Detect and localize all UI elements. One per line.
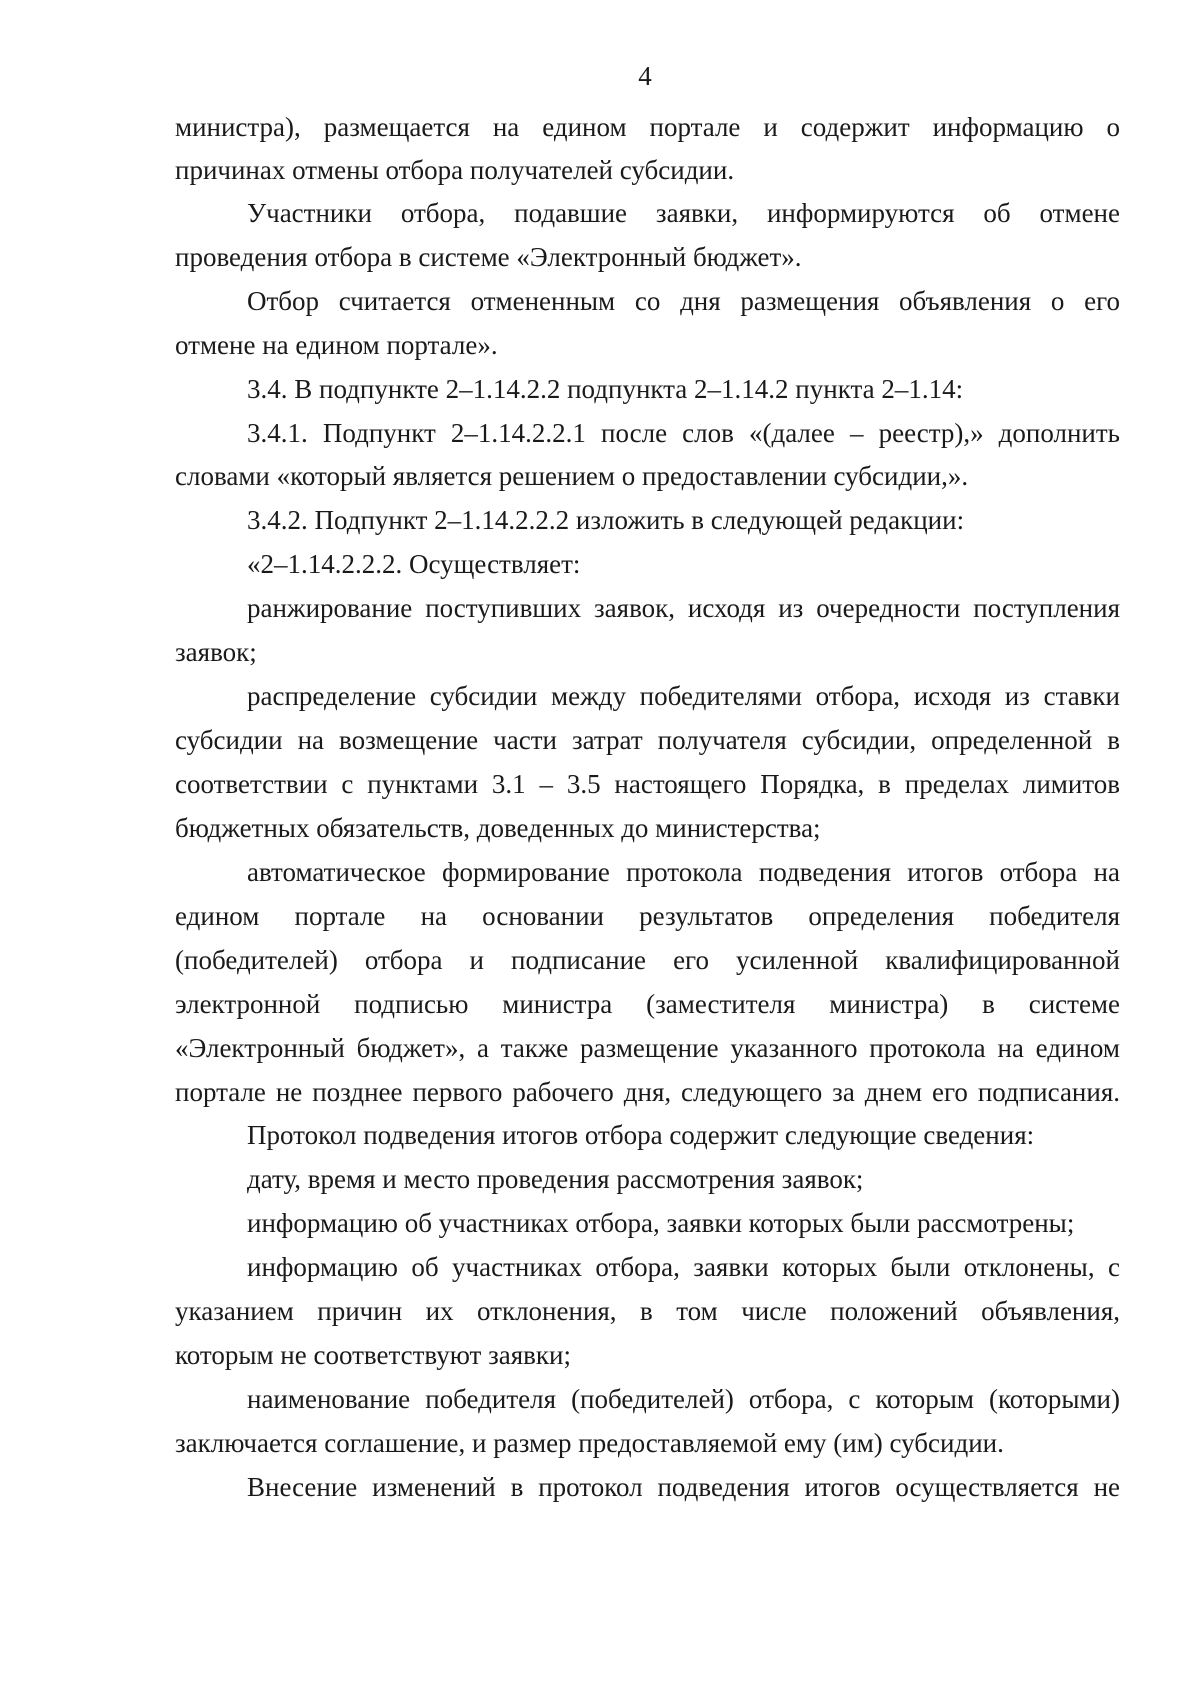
text-line: 3.4.2. Подпункт 2–1.14.2.2.2 изложить в следующей редакции: (247, 505, 965, 535)
page-number: 4 (638, 61, 652, 91)
text-line: информацию об участниках отбора, заявки которых были рассмотрены; (247, 1208, 1075, 1238)
text-line: едином портале на основании результатов определения победителя (175, 901, 1120, 931)
text-line: автоматическое формирование протокола подведения итогов отбора на (247, 857, 1120, 887)
text-line: бюджетных обязательств, доведенных до министерства; (175, 813, 821, 843)
text-line: которым не соответствуют заявки; (175, 1340, 571, 1370)
text-line: соответствии с пунктами 3.1 – 3.5 настоящего Порядка, в пределах лимитов (175, 769, 1120, 799)
text-line: ранжирование поступивших заявок, исходя из очередности поступления (247, 593, 1120, 623)
text-line: распределение субсидии между победителями отбора, исходя из ставки (247, 681, 1120, 711)
text-line: портале не позднее первого рабочего дня, следующего за днем его подписания. (175, 1077, 1120, 1107)
text-line: Протокол подведения итогов отбора содержит следующие сведения: (247, 1120, 1035, 1150)
text-line: отмене на едином портале». (175, 330, 498, 360)
text-line: дату, время и место проведения рассмотрения заявок; (247, 1164, 864, 1194)
text-line: Участники отбора, подавшие заявки, информируются об отмене (247, 198, 1120, 228)
text-line: 3.4. В подпункте 2–1.14.2.2 подпункта 2–1.14.2 пункта 2–1.14: (247, 374, 964, 404)
text-line: электронной подписью министра (заместителя министра) в системе (175, 989, 1120, 1019)
text-line: 3.4.1. Подпункт 2–1.14.2.2.1 после слов «(далее – реестр),» дополнить (247, 418, 1120, 448)
text-line: наименование победителя (победителей) отбора, с которым (которыми) (247, 1384, 1120, 1414)
text-line: информацию об участниках отбора, заявки которых были отклонены, с (247, 1252, 1120, 1282)
text-line: заявок; (175, 637, 257, 667)
text-line: «2–1.14.2.2.2. Осуществляет: (247, 549, 581, 579)
text-line: заключается соглашение, и размер предоставляемой ему (им) субсидии. (175, 1428, 1004, 1458)
text-line: Отбор считается отмененным со дня размещения объявления о его (247, 286, 1120, 316)
text-line: министра), размещается на едином портале и содержит информацию о (175, 112, 1120, 142)
text-line: проведения отбора в системе «Электронный бюджет». (175, 242, 802, 272)
text-line: «Электронный бюджет», а также размещение указанного протокола на едином (175, 1033, 1120, 1063)
text-line: Внесение изменений в протокол подведения итогов осуществляется не (247, 1472, 1120, 1502)
text-line: причинах отмены отбора получателей субсидии. (175, 155, 735, 185)
text-line: (победителей) отбора и подписание его усиленной квалифицированной (175, 945, 1120, 975)
text-line: субсидии на возмещение части затрат получателя субсидии, определенной в (175, 725, 1120, 755)
text-line: указанием причин их отклонения, в том числе положений объявления, (175, 1296, 1120, 1326)
text-line: словами «который является решением о предоставлении субсидии,». (175, 461, 969, 491)
